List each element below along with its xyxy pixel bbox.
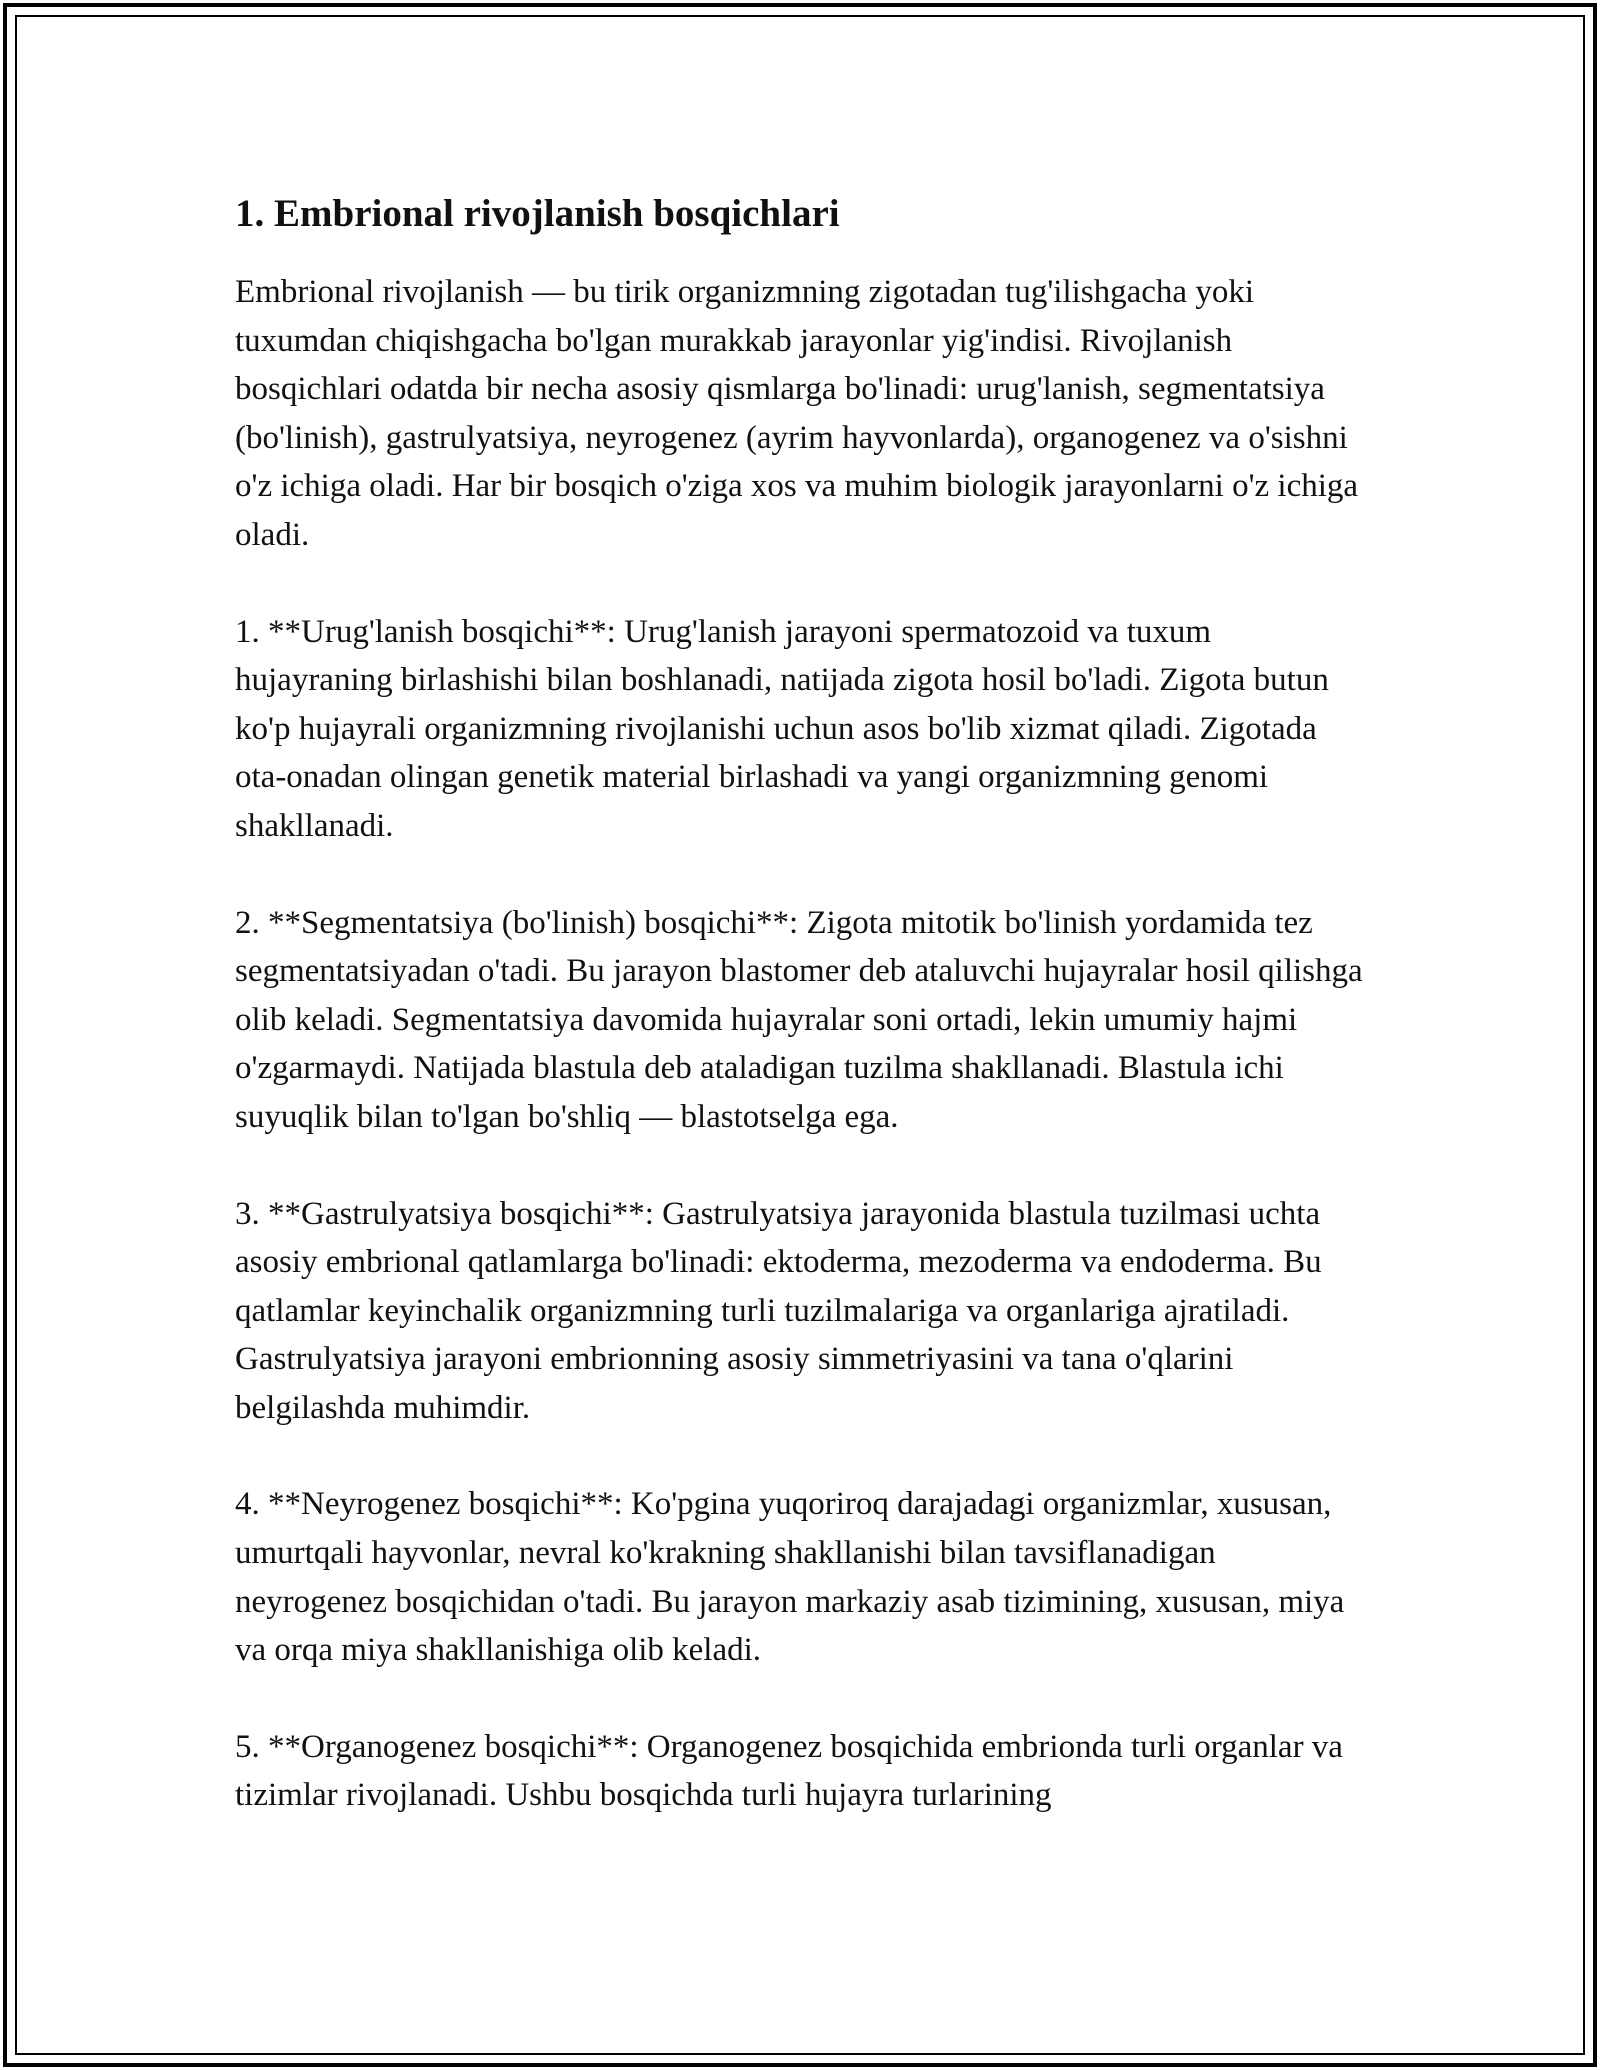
paragraph-segmentation: 2. **Segmentatsiya (bo'linish) bosqichi**: Zigota mitotik bo'linish yordamida tez segmentatsiyadan o'tadi. Bu jarayon blastomer deb ataluvchi hujayralar hosil qilishga olib keladi. Segmentatsiya davomida hujayralar soni ortadi, lekin umumiy hajmi o'zgarmaydi. Natijada blastula deb ataladigan tuzilma shakllanadi. Blastula ichi suyuqlik bilan to'lgan bo'shliq — blastotselga ega. <box>235 904 1363 1135</box>
paragraph-fertilization: 1. **Urug'lanish bosqichi**: Urug'lanish jarayoni spermatozoid va tuxum hujayraning birlashishi bilan boshlanadi, natijada zigota hosil bo'ladi. Zigota butun ko'p hujayrali organizmning rivojlanishi uchun asos bo'lib xizmat qiladi. Zigotada ota-onadan olingan genetik material birlashadi va yangi organizmning genomi shakllanadi. <box>235 613 1329 844</box>
paragraph-gastrulation: 3. **Gastrulyatsiya bosqichi**: Gastrulyatsiya jarayonida blastula tuzilmasi uchta asosiy embrional qatlamlarga bo'linadi: ektoderma, mezoderma va endoderma. Bu qatlamlar keyinchalik organizmning turli tuzilmalariga va organlariga ajratiladi. Gastrulyatsiya jarayoni embrionning asosiy simmetriyasini va tana o'qlarini belgilashda muhimdir. <box>235 1195 1322 1426</box>
paragraph-neurogenesis: 4. **Neyrogenez bosqichi**: Ko'pgina yuqoriroq darajadagi organizmlar, xususan, umurtqali hayvonlar, nevral ko'krakning shakllanishi bilan tavsiflanadigan neyrogenez bosqichidan o'tadi. Bu jarayon markaziy asab tizimining, xususan, miya va orqa miya shakllanishiga olib keladi. <box>235 1486 1345 1669</box>
paragraph-organogenesis: 5. **Organogenez bosqichi**: Organogenez bosqichida embrionda turli organlar va tizimlar rivojlanadi. Ushbu bosqichda turli hujayra turlarining <box>235 1728 1343 1814</box>
intro-paragraph: Embrional rivojlanish — bu tirik organizmning zigotadan tug'ilishgacha yoki tuxumdan chiqishgacha bo'lgan murakkab jarayonlar yig'indisi. Rivojlanish bosqichlari odatda bir necha asosiy qismlarga bo'linadi: urug'lanish, segmentatsiya (bo'linish), gastrulyatsiya, neyrogenez (ayrim hayvonlarda), organogenez va o'sishni o'z ichiga oladi. Har bir bosqich o'ziga xos va muhim biologik jarayonlarni o'z ichiga oladi. <box>235 274 1359 553</box>
section-heading: 1. Embrional rivojlanish bosqichlari <box>235 192 840 235</box>
document-body <box>235 188 1365 1868</box>
